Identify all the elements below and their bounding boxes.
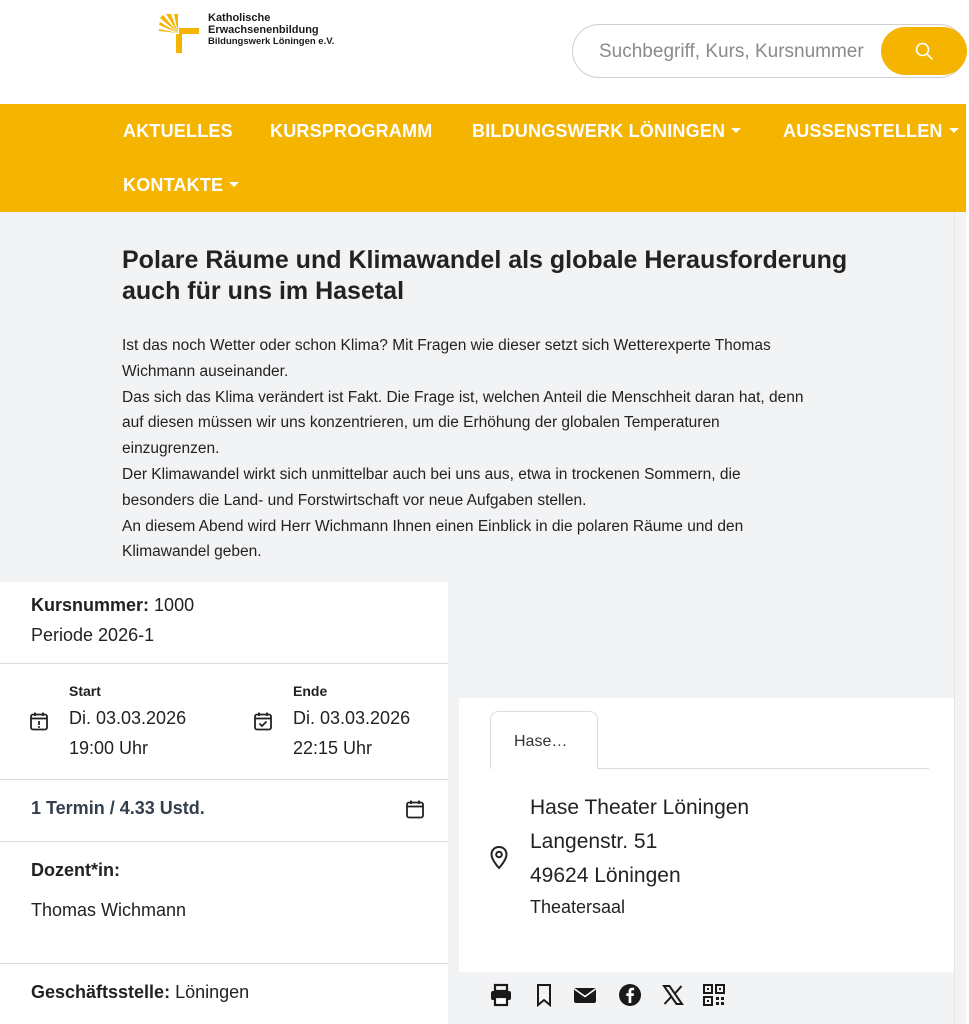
start-label: Start — [69, 683, 101, 699]
calendar-icon[interactable] — [405, 799, 425, 819]
start-date: Di. 03.03.2026 — [69, 708, 187, 728]
logo-line-1: Katholische — [208, 12, 271, 24]
course-number-label: Kursnummer: — [31, 595, 150, 615]
nav-item-kursprogramm[interactable] — [270, 121, 432, 142]
end-date: Di. 03.03.2026 — [293, 708, 411, 728]
start-date-block — [69, 703, 186, 763]
search-box — [572, 24, 966, 78]
instructor-name: Thomas Wichmann — [31, 900, 187, 920]
logo-line-3: Bildungswerk Löningen e.V. — [208, 36, 335, 47]
course-description — [122, 333, 892, 565]
description-line: Ist das noch Wetter oder schon Klima? Mit Fragen wie dieser setzt sich Wetterexperte Thomas — [122, 337, 771, 354]
nav-label: AKTUELLES — [123, 121, 233, 141]
course-title-line-1: Polare Räume und Klimawandel als globale Herausforderung — [122, 246, 848, 274]
qr-code-icon — [702, 983, 726, 1007]
location-name: Hase Theater Löningen — [530, 796, 750, 819]
main-nav — [0, 104, 966, 212]
description-line: Wichmann auseinander. — [122, 362, 289, 380]
x-icon — [661, 983, 685, 1007]
office-value: Löningen — [175, 982, 250, 1002]
print-button[interactable] — [488, 982, 514, 1008]
office-block — [31, 982, 249, 1003]
description-line: einzugrenzen. — [122, 440, 220, 458]
course-number-block — [31, 590, 194, 650]
caret-down-icon — [229, 182, 239, 187]
nav-label: KURSPROGRAMM — [270, 121, 433, 141]
course-title — [122, 245, 892, 307]
email-icon — [573, 983, 597, 1007]
facebook-button[interactable] — [617, 982, 643, 1008]
nav-item-bildungswerk[interactable] — [472, 121, 741, 142]
tab-underline — [597, 768, 929, 769]
nav-item-aktuelles[interactable] — [123, 121, 233, 142]
calendar-exclamation-icon — [29, 711, 49, 731]
logo-mark-icon — [158, 12, 200, 54]
divider — [0, 841, 448, 842]
search-button[interactable] — [881, 27, 967, 75]
location-tab-label: Hase… — [514, 733, 568, 750]
description-line: Das sich das Klima verändert ist Fakt. Die Frage ist, welchen Anteil die Menschheit daran hat, denn — [122, 388, 804, 406]
nav-label: KONTAKTE — [123, 175, 224, 195]
course-period: Periode 2026-1 — [31, 625, 155, 645]
course-title-line-2: auch für uns im Hasetal — [122, 277, 405, 305]
caret-down-icon — [731, 128, 741, 133]
description-line: Klimawandel geben. — [122, 543, 262, 561]
office-label: Geschäftsstelle: — [31, 982, 171, 1002]
print-icon — [489, 983, 513, 1007]
location-street: Langenstr. 51 — [530, 830, 658, 853]
start-time: 19:00 Uhr — [69, 738, 149, 758]
caret-down-icon — [949, 128, 959, 133]
bookmark-button[interactable] — [532, 982, 556, 1008]
facebook-icon — [618, 983, 642, 1007]
end-label: Ende — [293, 683, 328, 699]
page-edge — [954, 212, 966, 1024]
bookmark-icon — [532, 983, 556, 1007]
map-pin-icon — [489, 845, 509, 871]
logo-text — [208, 12, 334, 48]
divider — [0, 779, 448, 780]
site-header — [0, 0, 969, 104]
qr-code-button[interactable] — [702, 982, 726, 1008]
divider — [0, 663, 448, 664]
course-number-value: 1000 — [154, 595, 195, 615]
x-button[interactable] — [660, 982, 686, 1008]
description-line: besonders die Land- und Forstwirtschaft vor neue Aufgaben stellen. — [122, 491, 587, 509]
location-tab[interactable] — [490, 711, 598, 769]
appointments-summary: 1 Termin / 4.33 Ustd. — [31, 798, 205, 818]
end-date-block — [293, 703, 410, 763]
logo-line-2: Erwachsenenbildung — [208, 24, 319, 36]
instructor-label: Dozent*in: — [31, 860, 120, 880]
description-line: auf diesen müssen wir uns konzentrieren, um die Erhöhung der globalen Temperaturen — [122, 414, 720, 432]
logo[interactable] — [158, 12, 334, 54]
nav-label: AUSSENSTELLEN — [783, 121, 943, 141]
nav-item-kontakte[interactable] — [123, 175, 239, 196]
search-input[interactable] — [599, 39, 889, 65]
description-line: An diesem Abend wird Herr Wichmann Ihnen einen Einblick in die polaren Räume und den — [122, 517, 744, 535]
end-time: 22:15 Uhr — [293, 738, 373, 758]
location-room: Theatersaal — [530, 897, 626, 917]
nav-label: BILDUNGSWERK LÖNINGEN — [472, 121, 726, 141]
calendar-check-icon — [253, 711, 273, 731]
search-icon — [914, 41, 934, 61]
nav-item-aussenstellen[interactable] — [783, 121, 959, 142]
description-line: Der Klimawandel wirkt sich unmittelbar auch bei uns aus, etwa in trockenen Sommern, die — [122, 465, 741, 483]
divider — [0, 963, 448, 964]
email-button[interactable] — [572, 982, 598, 1008]
location-city: 49624 Löningen — [530, 864, 681, 887]
